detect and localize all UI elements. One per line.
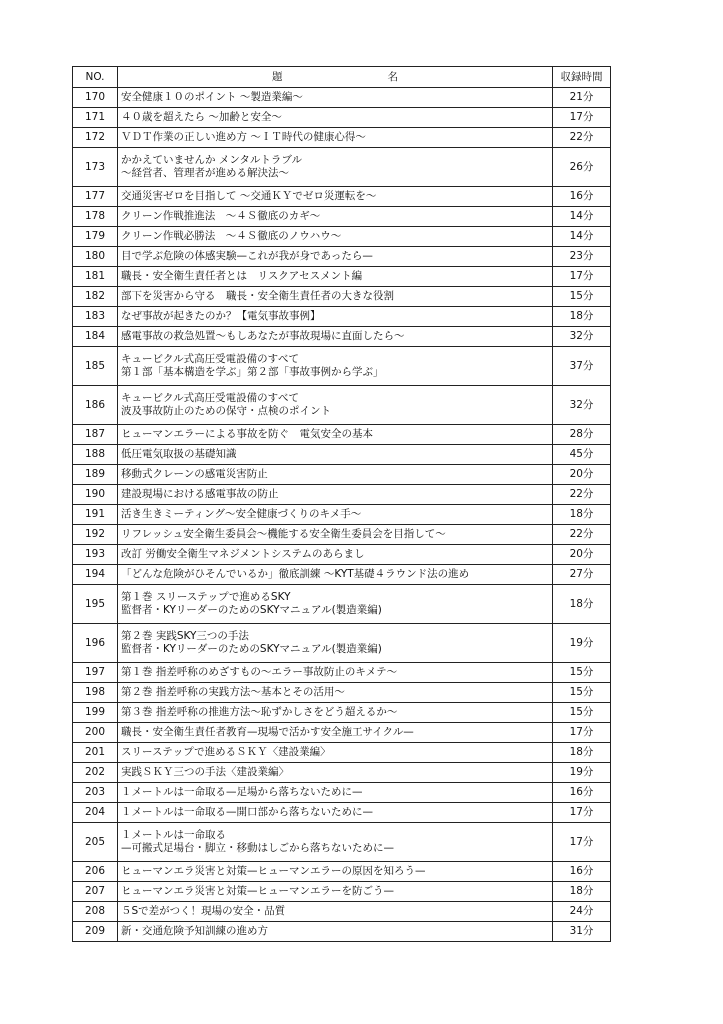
table-row (73, 663, 611, 683)
row-title (118, 862, 553, 882)
column-header-title-left: 題 (272, 70, 283, 83)
row-title (118, 545, 553, 565)
row-title (118, 585, 553, 624)
row-title-line: 第３巻 指差呼称の推進方法～恥ずかしさをどう超えるか～ (121, 706, 398, 718)
row-title (118, 247, 553, 267)
row-title (118, 902, 553, 922)
row-title (118, 267, 553, 287)
row-duration: 19分 (553, 763, 611, 783)
row-title (118, 783, 553, 803)
row-number: 183 (73, 307, 118, 327)
row-duration: 14分 (553, 227, 611, 247)
table-row (73, 505, 611, 525)
table-row (73, 922, 611, 942)
row-number: 188 (73, 445, 118, 465)
row-title (118, 128, 553, 148)
row-number: 186 (73, 386, 118, 425)
row-duration: 28分 (553, 425, 611, 445)
table-row (73, 624, 611, 663)
row-title (118, 425, 553, 445)
row-title (118, 445, 553, 465)
row-duration: 32分 (553, 327, 611, 347)
row-duration: 27分 (553, 565, 611, 585)
table-row (73, 525, 611, 545)
row-number: 193 (73, 545, 118, 565)
row-number: 191 (73, 505, 118, 525)
row-title-line: リフレッシュ安全衛生委員会～機能する安全衛生委員会を目指して～ (121, 528, 446, 540)
row-number: 200 (73, 723, 118, 743)
table-row (73, 723, 611, 743)
row-number: 187 (73, 425, 118, 445)
row-number: 207 (73, 882, 118, 902)
row-duration: 16分 (553, 187, 611, 207)
row-number: 198 (73, 683, 118, 703)
row-duration: 23分 (553, 247, 611, 267)
table-row (73, 803, 611, 823)
row-duration: 37分 (553, 347, 611, 386)
row-title-line: 安全健康１０のポイント ～製造業編～ (121, 91, 303, 103)
row-duration: 26分 (553, 148, 611, 187)
row-title-line: ＶＤＴ作業の正しい進め方 ～ＩＴ時代の健康心得～ (121, 131, 366, 143)
row-title-line: 第１部「基本構造を学ぶ」第２部「事故事例から学ぶ」 (121, 366, 384, 378)
row-title (118, 683, 553, 703)
table-row (73, 327, 611, 347)
row-title (118, 287, 553, 307)
row-duration: 17分 (553, 823, 611, 862)
row-duration: 15分 (553, 703, 611, 723)
row-number: 189 (73, 465, 118, 485)
row-number: 196 (73, 624, 118, 663)
table-row (73, 783, 611, 803)
row-duration: 20分 (553, 465, 611, 485)
row-number: 172 (73, 128, 118, 148)
row-duration: 16分 (553, 783, 611, 803)
row-title (118, 187, 553, 207)
row-duration: 17分 (553, 267, 611, 287)
row-title (118, 327, 553, 347)
row-number: 182 (73, 287, 118, 307)
table-row (73, 148, 611, 187)
table-row (73, 465, 611, 485)
row-title-line: 第１巻 指差呼称のめざすもの～エラー事故防止のキメテ～ (121, 666, 398, 678)
row-title (118, 882, 553, 902)
row-title-line: ５Sで差がつく！現場の安全・品質 (121, 905, 286, 917)
row-number: 185 (73, 347, 118, 386)
table-row (73, 187, 611, 207)
row-duration: 22分 (553, 128, 611, 148)
row-number: 180 (73, 247, 118, 267)
table-row (73, 425, 611, 445)
table-row (73, 267, 611, 287)
row-title-line: 監督者・KYリーダーのためのSKYマニュアル(製造業編) (121, 643, 382, 655)
row-duration: 21分 (553, 88, 611, 108)
table-body (73, 88, 611, 942)
row-title-line: ～経営者、管理者が進める解決法～ (121, 167, 289, 179)
row-title (118, 922, 553, 942)
row-number: 179 (73, 227, 118, 247)
row-number: 195 (73, 585, 118, 624)
table-row (73, 763, 611, 783)
table-row (73, 585, 611, 624)
table-row (73, 207, 611, 227)
row-title-line: １メートルは一命取る—開口部から落ちないために— (121, 806, 373, 818)
row-title (118, 803, 553, 823)
row-title (118, 88, 553, 108)
row-title-line: 波及事故防止のための保守・点検のポイント (121, 405, 331, 417)
row-title-line: —可搬式足場台・脚立・移動はしごから落ちないために— (121, 842, 394, 854)
row-title (118, 347, 553, 386)
row-title-line: ヒューマンエラ災害と対策—ヒューマンエラーを防ごう— (121, 885, 394, 897)
row-title-line: 第２巻 実践SKY三つの手法 (121, 630, 249, 642)
row-title-line: ヒューマンエラ災害と対策—ヒューマンエラーの原因を知ろう— (121, 865, 426, 877)
row-duration: 17分 (553, 108, 611, 128)
row-number: 194 (73, 565, 118, 585)
row-title (118, 227, 553, 247)
row-title-line: 建設現場における感電事故の防止 (121, 488, 279, 500)
table-row (73, 108, 611, 128)
table-row (73, 347, 611, 386)
catalog-sheet (72, 66, 611, 942)
row-number: 204 (73, 803, 118, 823)
table-row (73, 247, 611, 267)
row-title-line: クリーン作戦必勝法 ～４Ｓ徹底のノウハウ～ (121, 230, 342, 242)
row-number: 206 (73, 862, 118, 882)
row-title (118, 386, 553, 425)
row-title (118, 148, 553, 187)
row-title-line: 監督者・KYリーダーのためのSKYマニュアル(製造業編) (121, 604, 382, 616)
row-title (118, 108, 553, 128)
row-duration: 18分 (553, 585, 611, 624)
row-title-line: 交通災害ゼロを目指して ～交通ＫＹでゼロ災運転を～ (121, 190, 377, 202)
row-title-line: ４０歳を超えたら ～加齢と安全～ (121, 111, 282, 123)
row-number: 171 (73, 108, 118, 128)
row-title-line: 職長・安全衛生責任者とは リスクアセスメント編 (121, 270, 363, 282)
row-title-line: 第１巻 スリーステップで進めるSKY (121, 591, 291, 603)
table-row (73, 683, 611, 703)
row-duration: 17分 (553, 723, 611, 743)
row-title (118, 207, 553, 227)
column-header-no: NO. (73, 67, 118, 88)
row-title-line: キュービクル式高圧受電設備のすべて (121, 353, 299, 365)
row-duration: 31分 (553, 922, 611, 942)
row-duration: 18分 (553, 307, 611, 327)
row-title-line: 実践ＳＫＹ三つの手法〈建設業編〉 (121, 766, 289, 778)
row-title-line: １メートルは一命取る (121, 829, 226, 841)
row-number: 173 (73, 148, 118, 187)
row-title-line: クリーン作戦推進法 ～４Ｓ徹底のカギ～ (121, 210, 321, 222)
table-header-row (73, 67, 611, 88)
row-number: 192 (73, 525, 118, 545)
table-row (73, 287, 611, 307)
table-row (73, 565, 611, 585)
row-number: 205 (73, 823, 118, 862)
row-title-line: 移動式クレーンの感電災害防止 (121, 468, 268, 480)
row-title (118, 465, 553, 485)
row-duration: 15分 (553, 663, 611, 683)
row-number: 197 (73, 663, 118, 683)
row-title (118, 485, 553, 505)
table-row (73, 227, 611, 247)
row-duration: 45分 (553, 445, 611, 465)
row-title (118, 743, 553, 763)
row-title-line: 活き生きミーティング～安全健康づくりのキメ手～ (121, 508, 362, 520)
row-duration: 17分 (553, 803, 611, 823)
row-number: 202 (73, 763, 118, 783)
row-number: 203 (73, 783, 118, 803)
row-title-line: 低圧電気取扱の基礎知識 (121, 448, 237, 460)
row-title-line: スリーステップで進めるＳＫＹ〈建設業編〉 (121, 746, 331, 758)
row-number: 177 (73, 187, 118, 207)
row-title (118, 723, 553, 743)
row-title (118, 823, 553, 862)
row-title-line: 部下を災害から守る 職長・安全衛生責任者の大きな役割 (121, 290, 394, 302)
row-title-line: 感電事故の救急処置～もしあなたが事故現場に直面したら～ (121, 330, 405, 342)
table-row (73, 902, 611, 922)
row-number: 208 (73, 902, 118, 922)
row-duration: 15分 (553, 287, 611, 307)
row-title-line: 目で学ぶ危険の体感実験—これが我が身であったら— (121, 250, 373, 262)
row-duration: 22分 (553, 485, 611, 505)
row-duration: 18分 (553, 882, 611, 902)
table-row (73, 128, 611, 148)
table-row (73, 307, 611, 327)
row-number: 184 (73, 327, 118, 347)
table-row (73, 386, 611, 425)
row-duration: 20分 (553, 545, 611, 565)
row-duration: 18分 (553, 743, 611, 763)
row-title-line: 第２巻 指差呼称の実践方法～基本とその活用～ (121, 686, 345, 698)
table-row (73, 862, 611, 882)
row-title-line: 改訂 労働安全衛生マネジメントシステムのあらまし (121, 548, 365, 560)
row-title (118, 307, 553, 327)
row-duration: 18分 (553, 505, 611, 525)
row-title (118, 505, 553, 525)
row-number: 170 (73, 88, 118, 108)
table-row (73, 703, 611, 723)
row-duration: 24分 (553, 902, 611, 922)
row-duration: 15分 (553, 683, 611, 703)
row-title (118, 663, 553, 683)
table-row (73, 485, 611, 505)
row-number: 201 (73, 743, 118, 763)
row-duration: 32分 (553, 386, 611, 425)
row-duration: 22分 (553, 525, 611, 545)
table-row (73, 823, 611, 862)
row-title (118, 525, 553, 545)
row-number: 199 (73, 703, 118, 723)
table-row (73, 743, 611, 763)
row-title (118, 624, 553, 663)
row-title-line: 職長・安全衛生責任者教育—現場で活かす安全施工サイクル— (121, 726, 414, 738)
row-title-line: １メートルは一命取る—足場から落ちないために— (121, 786, 363, 798)
table-row (73, 882, 611, 902)
row-duration: 19分 (553, 624, 611, 663)
row-title-line: キュービクル式高圧受電設備のすべて (121, 392, 299, 404)
table-row (73, 545, 611, 565)
row-title-line: 「どんな危険がひそんでいるか」徹底訓練 ～KYT基礎４ラウンド法の進め (121, 568, 470, 580)
column-header-duration: 収録時間 (553, 67, 611, 88)
row-title-line: 新・交通危険予知訓練の進め方 (121, 925, 268, 937)
column-header-title (118, 67, 553, 88)
row-duration: 14分 (553, 207, 611, 227)
row-title (118, 703, 553, 723)
table-row (73, 88, 611, 108)
row-title (118, 763, 553, 783)
table-row (73, 445, 611, 465)
column-header-title-right: 名 (387, 70, 398, 83)
row-title (118, 565, 553, 585)
row-number: 181 (73, 267, 118, 287)
row-title-line: かかえていませんか メンタルトラブル (121, 154, 302, 166)
row-title-line: なぜ事故が起きたのか？【電気事故事例】 (121, 310, 321, 322)
video-catalog-table (72, 66, 611, 942)
row-duration: 16分 (553, 862, 611, 882)
row-number: 178 (73, 207, 118, 227)
row-title-line: ヒューマンエラーによる事故を防ぐ 電気安全の基本 (121, 428, 373, 440)
row-number: 190 (73, 485, 118, 505)
row-number: 209 (73, 922, 118, 942)
